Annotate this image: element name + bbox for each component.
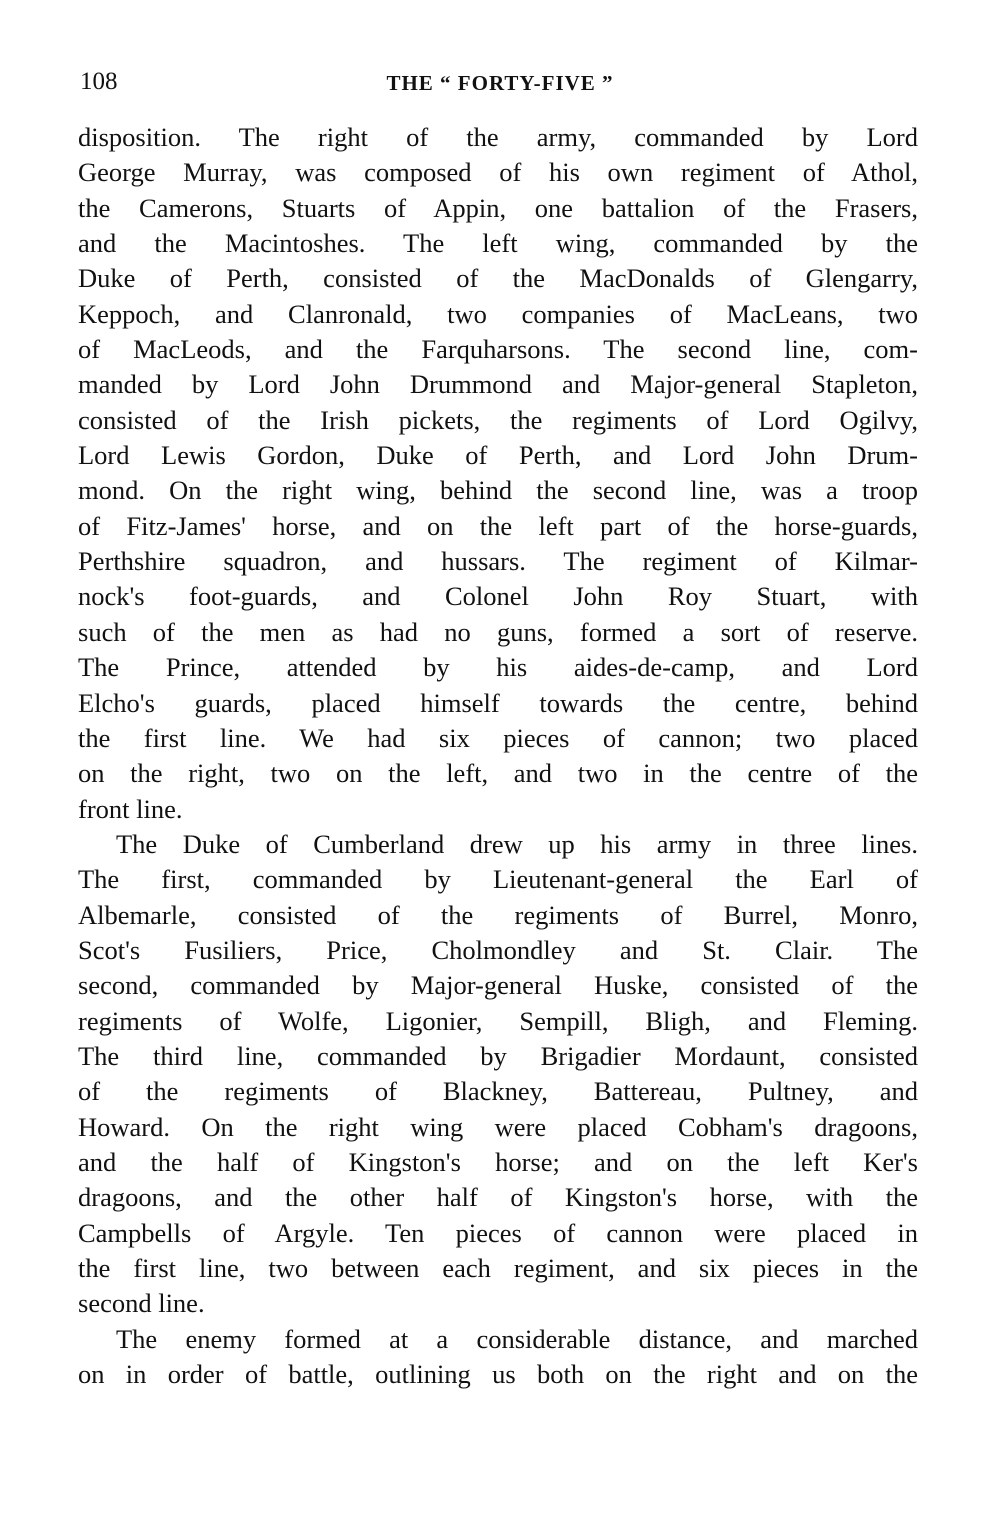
- text-line: manded by Lord John Drummond and Major-general Stapleton,: [78, 369, 918, 400]
- text-line: disposition. The right of the army, commanded by Lord: [78, 122, 918, 152]
- running-title: THE “ FORTY-FIVE ”: [386, 71, 614, 95]
- text-line: of MacLeods, and the Farquharsons. The second line, com-: [78, 334, 918, 365]
- paragraph: [78, 1322, 918, 1393]
- text-line: Perthshire squadron, and hussars. The regiment of Kilmar-: [78, 546, 918, 577]
- text-line: on the right, two on the left, and two in the centre of the: [78, 758, 918, 789]
- page-header: [80, 68, 920, 108]
- text-line: Elcho's guards, placed himself towards the centre, behind: [78, 687, 918, 718]
- text-line: the first line. We had six pieces of cannon; two placed: [78, 722, 918, 753]
- text-line: consisted of the Irish pickets, the regiments of Lord Ogilvy,: [78, 404, 918, 435]
- text-line: George Murray, was composed of his own regiment of Athol,: [78, 157, 918, 188]
- text-line: second line.: [78, 1288, 205, 1319]
- text-line: and the half of Kingston's horse; and on the left Ker's: [78, 1146, 918, 1177]
- text-line: dragoons, and the other half of Kingston's horse, with the: [78, 1182, 918, 1213]
- text-line: such of the men as had no guns, formed a sort of reserve.: [78, 616, 918, 647]
- paragraph: [78, 120, 918, 827]
- text-line: The first, commanded by Lieutenant-general the Earl of: [78, 864, 918, 895]
- text-line: regiments of Wolfe, Ligonier, Sempill, Bligh, and Fleming.: [78, 1005, 918, 1036]
- text-line: Keppoch, and Clanronald, two companies of MacLeans, two: [78, 298, 918, 329]
- text-line: The enemy formed at a considerable distance, and marched: [116, 1323, 918, 1354]
- text-line: Duke of Perth, consisted of the MacDonalds of Glengarry,: [78, 263, 918, 294]
- text-line: mond. On the right wing, behind the second line, was a troop: [78, 475, 918, 506]
- text-line: The Prince, attended by his aides-de-camp, and Lord: [78, 652, 918, 683]
- text-line: the Camerons, Stuarts of Appin, one battalion of the Frasers,: [78, 192, 918, 223]
- text-line: Howard. On the right wing were placed Cobham's dragoons,: [78, 1111, 918, 1142]
- text-line: Albemarle, consisted of the regiments of Burrel, Monro,: [78, 899, 918, 930]
- text-line: and the Macintoshes. The left wing, commanded by the: [78, 228, 918, 259]
- text-line: Lord Lewis Gordon, Duke of Perth, and Lord John Drum-: [78, 440, 918, 471]
- text-line: the first line, two between each regiment, and six pieces in the: [78, 1253, 918, 1283]
- text-line: nock's foot-guards, and Colonel John Roy Stuart, with: [78, 581, 918, 612]
- paragraph: [78, 827, 918, 1322]
- body-text: [78, 120, 918, 1392]
- text-line: The third line, commanded by Brigadier Mordaunt, consisted: [78, 1040, 918, 1071]
- text-line: of the regiments of Blackney, Battereau, Pultney, and: [78, 1076, 918, 1107]
- text-line: The Duke of Cumberland drew up his army in three lines.: [116, 828, 918, 859]
- text-line: Scot's Fusiliers, Price, Cholmondley and St. Clair. The: [78, 934, 918, 965]
- text-line: on in order of battle, outlining us both on the right and on the: [78, 1359, 918, 1390]
- text-line: Campbells of Argyle. Ten pieces of cannon were placed in: [78, 1217, 918, 1248]
- page-number: 108: [80, 68, 118, 95]
- text-line: front line.: [78, 793, 183, 824]
- text-line: of Fitz-James' horse, and on the left part of the horse-guards,: [78, 510, 918, 541]
- text-line: second, commanded by Major-general Huske, consisted of the: [78, 970, 918, 1001]
